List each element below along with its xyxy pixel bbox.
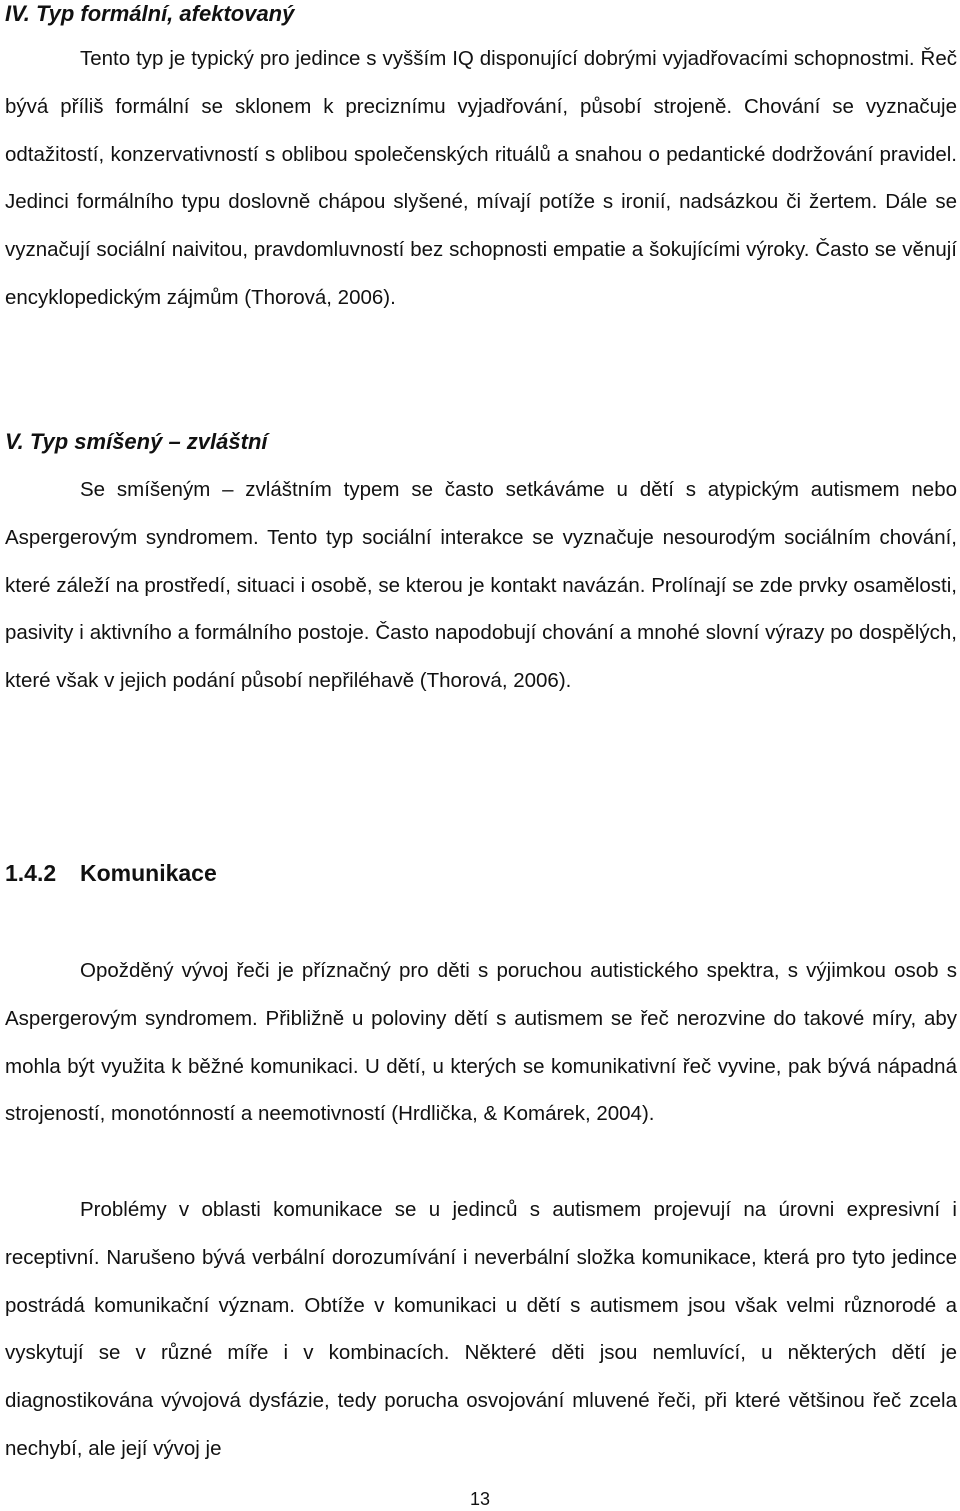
section-heading bbox=[5, 857, 217, 889]
paragraph-communication-1: Opožděný vývoj řeči je příznačný pro děti s poruchou autistického spektra, s výjimkou osob s Aspergerovým syndromem. Přibližně u poloviny dětí s autismem se řeč nerozvine do takové míry, aby mohla být využita k běžné komunikaci. U dětí, u kterých se komunikativní řeč vyvine, pak bývá nápadná strojeností, monotónností a neemotivností (Hrdlička, & Komárek, 2004). bbox=[5, 959, 957, 1126]
page-number: 13 bbox=[469, 1489, 491, 1509]
heading-type-formal: IV. Typ formální, afektovaný bbox=[5, 1, 295, 26]
paragraph-type-mixed: Se smíšeným – zvláštním typem se často setkáváme u dětí s atypickým autismem nebo Aspergerovým syndromem. Tento typ sociální interakce se vyznačuje nesourodým sociálním chování, které záleží na prostředí, situaci i osobě, se kterou je kontakt navázán. Prolínají se zde prvky osamělosti, pasivity i aktivního a formálního postoje. Často napodobují chování a mnohé slovní výrazy po dospělých, které však v jejich podání působí nepřiléhavě (Thorová, 2006). bbox=[5, 478, 957, 693]
paragraph-communication-2: Problémy v oblasti komunikace se u jedinců s autismem projevují na úrovni expresivní i receptivní. Narušeno bývá verbální dorozumívání i neverbální složka komunikace, která pro tyto jedince postrádá komunikační význam. Obtíže v komunikaci u dětí s autismem jsou však velmi různorodé a vyskytují se v různé míře i v kombinacích. Některé děti jsou nemluvící, u některých dětí je diagnostikována vývojová dysfázie, tedy porucha osvojování mluvené řeči, při které většinou řeč zcela nechybí, ale její vývoj je bbox=[5, 1198, 957, 1460]
heading-type-mixed: V. Typ smíšený – zvláštní bbox=[5, 429, 268, 454]
section-title: Komunikace bbox=[80, 860, 217, 886]
paragraph-type-formal: Tento typ je typický pro jedince s vyšším IQ disponující dobrými vyjadřovacími schopnostmi. Řeč bývá příliš formální se sklonem k preciznímu vyjadřování, působí strojeně. Chování se vyznačuje odtažitostí, konzervativností s oblibou společenských rituálů a snahou o pedantické dodržování pravidel. Jedinci formálního typu doslovně chápou slyšené, mívají potíže s ironií, nadsázkou či žertem. Dále se vyznačují sociální naivitou, pravdomluvností bez schopnosti empatie a šokujícími výroky. Často se věnují encyklopedickým zájmům (Thorová, 2006). bbox=[5, 47, 957, 309]
section-number: 1.4.2 bbox=[5, 860, 57, 886]
